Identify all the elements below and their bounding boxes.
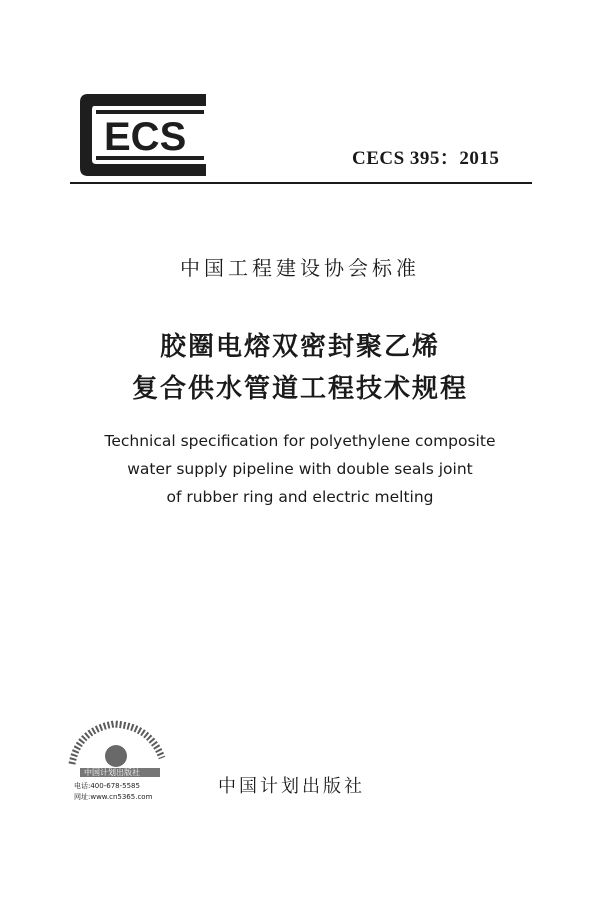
title-en-line-3: of rubber ring and electric melting	[166, 488, 434, 506]
title-cn-line-2: 复合供水管道工程技术规程	[131, 374, 468, 404]
header-divider	[70, 182, 532, 184]
title-en-line-2: water supply pipeline with double seals joint	[127, 460, 473, 478]
association-name: 中国工程建设协会标准	[180, 256, 420, 280]
publisher-name: 中国计划出版社	[218, 776, 365, 797]
svg-text:ECS: ECS	[104, 115, 187, 159]
ecs-logo	[74, 92, 212, 178]
svg-text:电话:400-678-5585: 电话:400-678-5585	[74, 782, 140, 790]
svg-text:网址:www.cn5365.com: 网址:www.cn5365.com	[74, 793, 153, 801]
title-cn-line-1: 胶圈电熔双密封聚乙烯	[159, 332, 440, 362]
svg-text:中国计划出版社: 中国计划出版社	[84, 768, 140, 777]
title-en-line-1: Technical specification for polyethylene composite	[104, 432, 496, 450]
standard-code: CECS 395：2015	[352, 148, 500, 169]
anti-counterfeit-seal	[58, 712, 176, 824]
